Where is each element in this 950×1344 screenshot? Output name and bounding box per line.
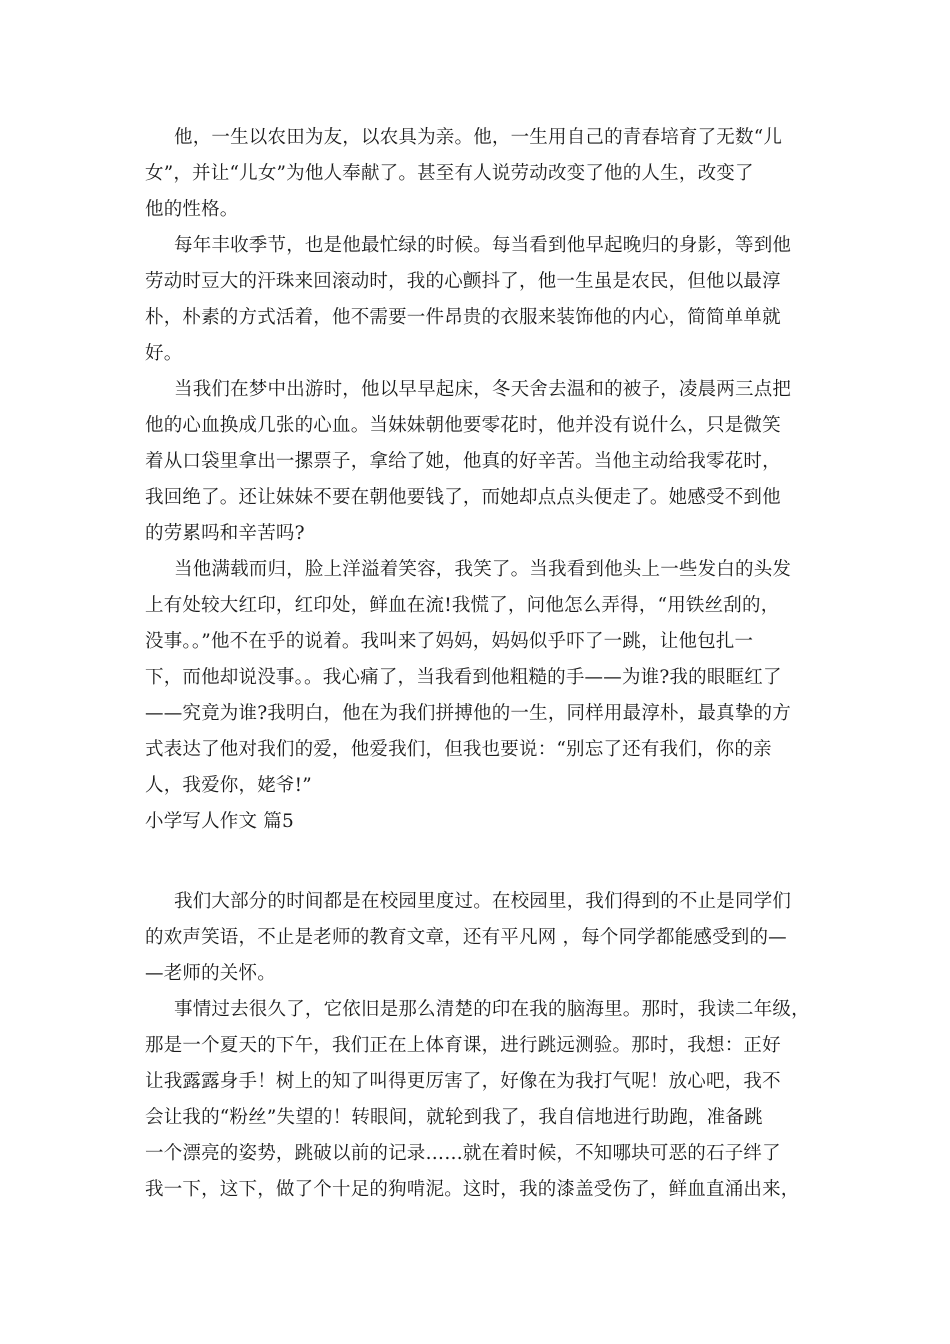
paragraph-line: —老师的关怀。 <box>145 963 276 984</box>
paragraph-line: 人，我爱你，姥爷!” <box>145 775 312 796</box>
paragraph-line: ——究竟为谁?我明白，他在为我们拼搏他的一生，同样用最淳朴，最真挚的方 <box>145 703 791 724</box>
paragraph-line: 我一下，这下，做了个十足的狗啃泥。这时，我的漆盖受伤了，鲜血直涌出来， <box>145 1179 800 1200</box>
paragraph-line: 的劳累吗和辛苦吗? <box>145 523 305 544</box>
paragraph-line: 我们大部分的时间都是在校园里度过。在校园里，我们得到的不止是同学们 <box>174 891 792 912</box>
paragraph-line: 让我露露身手！树上的知了叫得更厉害了，好像在为我打气呢！放心吧，我不 <box>145 1071 781 1092</box>
paragraph-line: 他，一生以农田为友，以农具为亲。他，一生用自己的青春培育了无数“儿 <box>174 127 783 148</box>
paragraph-line: 式表达了他对我们的爱，他爱我们，但我也要说：“别忘了还有我们，你的亲 <box>145 739 772 760</box>
paragraph-line: 事情过去很久了，它依旧是那么清楚的印在我的脑海里。那时，我读二年级， <box>174 999 810 1020</box>
paragraph-line: 每年丰收季节，也是他最忙绿的时候。每当看到他早起晚归的身影，等到他 <box>174 235 792 256</box>
paragraph-line: 的欢声笑语，不止是老师的教育文章，还有平凡网 ，每个同学都能感受到的— <box>145 927 787 948</box>
paragraph-line: 我回绝了。还让妹妹不要在朝他要钱了，而她却点点头便走了。她感受不到他 <box>145 487 781 508</box>
paragraph-line: 会让我的“粉丝”失望的！转眼间，就轮到我了，我自信地进行助跑，准备跳 <box>145 1107 763 1128</box>
paragraph-line: 朴，朴素的方式活着，他不需要一件昂贵的衣服来装饰他的内心，简简单单就 <box>145 307 781 328</box>
paragraph-line: 他的心血换成几张的心血。当妹妹朝他要零花时，他并没有说什么，只是微笑 <box>145 415 781 436</box>
paragraph-line: 那是一个夏天的下午，我们正在上体育课，进行跳远测验。那时，我想：正好 <box>145 1035 781 1056</box>
section-heading: 小学写人作文 篇5 <box>145 811 294 832</box>
paragraph-line: 没事。。”他不在乎的说着。我叫来了妈妈，妈妈似乎吓了一跳，让他包扎一 <box>145 631 754 652</box>
paragraph-line: 当他满载而归，脸上洋溢着笑容，我笑了。当我看到他头上一些发白的头发 <box>174 559 792 580</box>
paragraph-line: 女”，并让“儿女”为他人奉献了。甚至有人说劳动改变了他的人生，改变了 <box>145 163 754 184</box>
paragraph-line: 一个漂亮的姿势，跳破以前的记录……就在着时候，不知哪块可恶的石子绊了 <box>145 1143 781 1164</box>
paragraph-line: 当我们在梦中出游时，他以早早起床，冬天舍去温和的被子，凌晨两三点把 <box>174 379 792 400</box>
paragraph-line: 他的性格。 <box>145 199 239 220</box>
paragraph-line: 着从口袋里拿出一摞票子，拿给了她，他真的好辛苦。当他主动给我零花时， <box>145 451 781 472</box>
paragraph-line: 劳动时豆大的汗珠来回滚动时，我的心颤抖了，他一生虽是农民，但他以最淳 <box>145 271 781 292</box>
paragraph-line: 好。 <box>145 343 183 364</box>
paragraph-line: 下，而他却说没事。。我心痛了，当我看到他粗糙的手——为谁?我的眼眶红了 <box>145 667 782 688</box>
paragraph-line: 上有处较大红印，红印处，鲜血在流!我慌了，问他怎么弄得，“用铁丝刮的， <box>145 595 780 616</box>
